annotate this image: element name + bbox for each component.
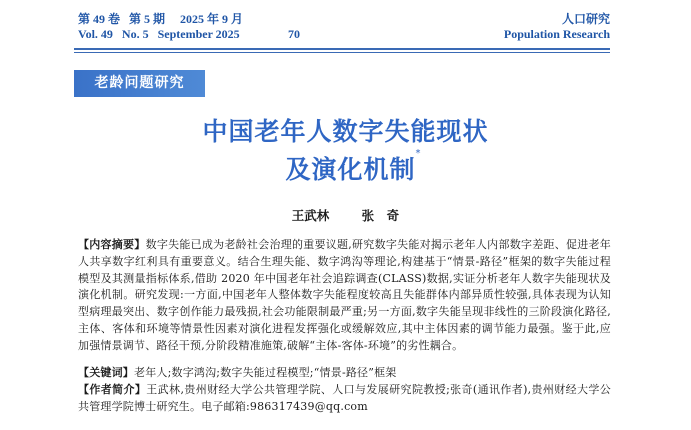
author-name: 张 奇 <box>361 208 400 223</box>
keywords-text: 老年人;数字鸿沟;数字失能过程模型;“情景-路径”框架 <box>134 366 397 379</box>
journal-name <box>504 12 610 42</box>
journal-issue-info <box>78 12 243 42</box>
page-number: 70 <box>288 27 300 41</box>
date-en: September 2025 <box>157 27 240 41</box>
author-list <box>0 206 691 224</box>
volume-en: Vol. 49 <box>78 27 113 41</box>
article-title-line2-text: 及演化机制 <box>285 155 416 184</box>
journal-name-cn: 人口研究 <box>561 12 610 26</box>
article-title-line2 <box>8 150 691 186</box>
date-cn: 2025 年 9 月 <box>180 12 244 26</box>
issue-en: No. 5 <box>121 27 149 41</box>
author-info-paragraph <box>78 382 611 416</box>
header-rule-thin <box>74 52 610 53</box>
journal-name-en: Population Research <box>503 27 610 41</box>
abstract-label: 【内容摘要】 <box>78 238 146 251</box>
issue-cn: 第 5 期 <box>129 12 166 26</box>
article-title-line1: 中国老年人数字失能现状 <box>202 117 489 146</box>
author-info-label: 【作者简介】 <box>78 383 147 396</box>
keywords-paragraph <box>78 365 611 382</box>
keywords-label: 【关键词】 <box>78 366 134 379</box>
author-info-text: 王武林,贵州财经大学公共管理学院、人口与发展研究院教授;张奇(通讯作者),贵州财经大学公共管理学院博士研究生。电子邮箱:986317439@qq.com <box>78 383 611 413</box>
header-rule <box>74 48 610 50</box>
author-name: 王武林 <box>291 208 330 223</box>
section-category-badge: 老龄问题研究 <box>74 70 205 97</box>
title-footnote-mark: * <box>415 148 422 159</box>
volume-cn: 第 49 卷 <box>78 12 121 26</box>
abstract-paragraph <box>78 237 611 355</box>
abstract-text: 数字失能已成为老龄社会治理的重要议题,研究数字失能对揭示老年人内部数字差距、促进老年人共享数字红利具有重要意义。结合生理失能、数字鸿沟等理论,构建基于“情景-路径”框架的数字失能过程模型及其测量指标体系,借助 2020 年中国老年社会追踪调查(CLASS)数据,实证分析老年人数字失能现状及演化机制。研究发现:一方面,中国老年人整体数字失能程度较高且失能群体内部异质性较强,具体表现为认知型病理最突出、数字创作能力最残损,社会功能限制最严重;另一方面,数字失能呈现非线性的三阶段演化路径,主体、客体和环境等情景性因素对演化进程发挥强化或缓解效应,其中主体因素的调节能力最强。鉴于此,应加强情景调节、路径干预,分阶段精准施策,破解“主体-客体-环境”的劣性耦合。 <box>78 238 611 352</box>
